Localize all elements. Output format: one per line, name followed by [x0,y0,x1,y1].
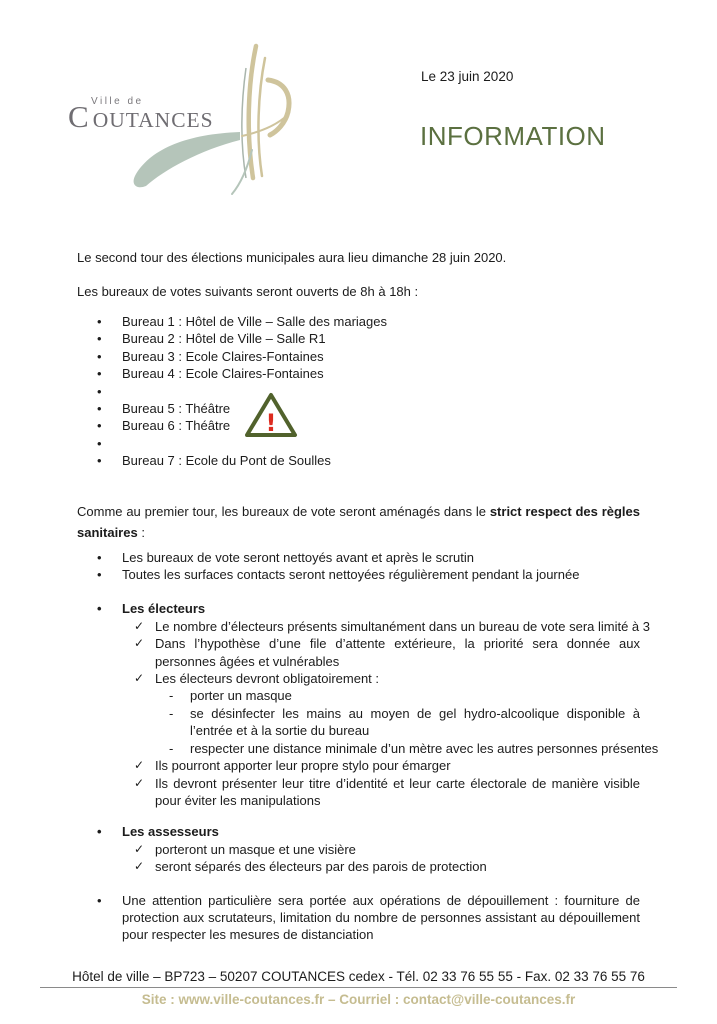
page-title: INFORMATION [420,121,606,151]
check-icon: ✓ [134,636,145,651]
line-text: Les électeurs [122,601,206,617]
coutances-logo [60,38,295,198]
check-icon: ✓ [134,618,145,633]
line-text: Bureau 6 : Théâtre [122,418,231,434]
bullet-marker: • [97,418,102,434]
line-text: Bureau 7 : Ecole du Pont de Soulles [122,453,331,469]
bureau-item-5 [77,400,640,417]
line-text: Bureau 5 : Théâtre [122,401,231,417]
line-text: Comme au premier tour, les bureaux de vote seront aménagés dans le strict respect des règles sanitaires : [77,503,640,541]
electeur-rule-obligations [77,670,640,687]
rules-intro-paragraph [77,501,640,544]
line-text: porter un masque [190,688,292,704]
bullet-marker: • [97,601,102,617]
electeur-rule-queue [77,635,640,670]
line-text: Les assesseurs [122,824,219,840]
bullet-marker: • [97,366,102,382]
electeur-rule-limit [77,618,651,635]
bullet-marker: • [97,314,102,329]
check-icon: ✓ [134,859,145,874]
line-text: seront séparés des électeurs par des parois de protection [155,859,487,875]
bullet-marker: • [97,567,102,583]
line-text: Le nombre d’électeurs présents simultanément dans un bureau de vote sera limité à 3 [155,618,651,634]
document-date: Le 23 juin 2020 [421,69,514,84]
check-icon: ✓ [134,841,145,856]
footer-divider [40,987,677,988]
line-text: Bureau 1 : Hôtel de Ville – Salle des mariages [122,314,387,329]
line-text: Bureau 2 : Hôtel de Ville – Salle R1 [122,331,326,347]
bureau-item-3 [77,348,640,365]
document-body [77,247,659,944]
assesseur-rule-parois [77,858,640,875]
logo-text-ville-de: Ville de [91,96,144,107]
line-text: se désinfecter les mains au moyen de gel hydro-alcoolique disponible à l’entrée et à la sortie du bureau [190,705,640,739]
line-text: porteront un masque et une visière [155,841,356,857]
bureau-item-7 [77,452,640,469]
bullet-marker: • [97,348,102,364]
line-text: Une attention particulière sera portée aux opérations de dépouillement : fourniture de protection aux scrutateurs, limitation du nombre de personnes assistant au dépouillement pour respecter les mesures de distanciation [122,892,640,943]
section-title-electeurs [77,600,640,617]
obligation-mask [77,687,640,704]
footer-address: Hôtel de ville – BP723 – 50207 COUTANCES cedex - Tél. 02 33 76 55 55 - Fax. 02 33 76 55 76 [72,969,645,984]
obligation-gel [77,705,640,740]
assesseur-rule-masque [77,841,640,858]
line-text: Les bureaux de votes suivants seront ouverts de 8h à 18h : [77,283,419,299]
footer-site-contact: Site : www.ville-coutances.fr – Courriel : contact@ville-coutances.fr [141,992,576,1007]
bullet-marker: • [97,824,102,840]
line-text: Ils pourront apporter leur propre stylo pour émarger [155,758,451,774]
check-icon: ✓ [134,671,145,686]
line-text: Le second tour des élections municipales aura lieu dimanche 28 juin 2020. [77,250,507,265]
bullet-marker: • [97,892,102,908]
empty-bullet [77,435,640,452]
bureau-item-1 [77,313,640,330]
rule-item-cleaning-2 [77,566,640,583]
electeur-rule-identite [77,775,640,810]
bullet-marker: • [97,435,102,451]
dash-marker: - [169,688,174,704]
empty-bullet [77,383,640,400]
line-text: Bureau 4 : Ecole Claires-Fontaines [122,366,324,382]
warning-exclamation: ! [265,409,277,437]
logo-sage-crescent [134,132,240,187]
line-text: Les électeurs devront obligatoirement : [155,671,380,687]
electeur-rule-stylo [77,757,640,774]
bullet-marker: • [97,331,102,347]
check-icon: ✓ [134,758,145,773]
dash-marker: - [169,740,174,756]
dash-marker: - [169,705,174,721]
bullet-marker: • [97,549,102,565]
intro-paragraph-1 [77,247,640,269]
line-text: Les bureaux de vote seront nettoyés avant et après le scrutin [122,549,474,565]
line-text: Dans l’hypothèse d’une file d’attente extérieure, la priorité sera donnée aux personnes âgées et vulnérables [155,636,640,669]
line-text: Ils devront présenter leur titre d’identité et leur carte électorale de manière visible pour éviter les manipulations [155,775,640,808]
check-icon: ✓ [134,775,145,790]
line-text: respecter une distance minimale d’un mètre avec les autres personnes présentes [190,740,659,756]
line-text: Toutes les surfaces contacts seront nettoyées régulièrement pendant la journée [122,567,580,583]
section-title-assesseurs [77,823,640,840]
bureau-item-4 [77,365,640,382]
intro-paragraph-2 [77,281,640,303]
bullet-marker: • [97,401,102,417]
line-text: Bureau 3 : Ecole Claires-Fontaines [122,348,324,364]
depouillement-item [77,892,640,944]
bullet-marker: • [97,383,102,399]
rule-item-cleaning-1 [77,549,640,566]
logo-text-coutances: C OUTANCES [68,99,214,134]
page-footer [40,968,677,1008]
bureau-item-2 [77,330,640,347]
bullet-marker: • [97,453,102,469]
bureau-item-6 [77,417,640,434]
obligation-distance [77,740,659,757]
warning-triangle-icon [244,390,298,440]
